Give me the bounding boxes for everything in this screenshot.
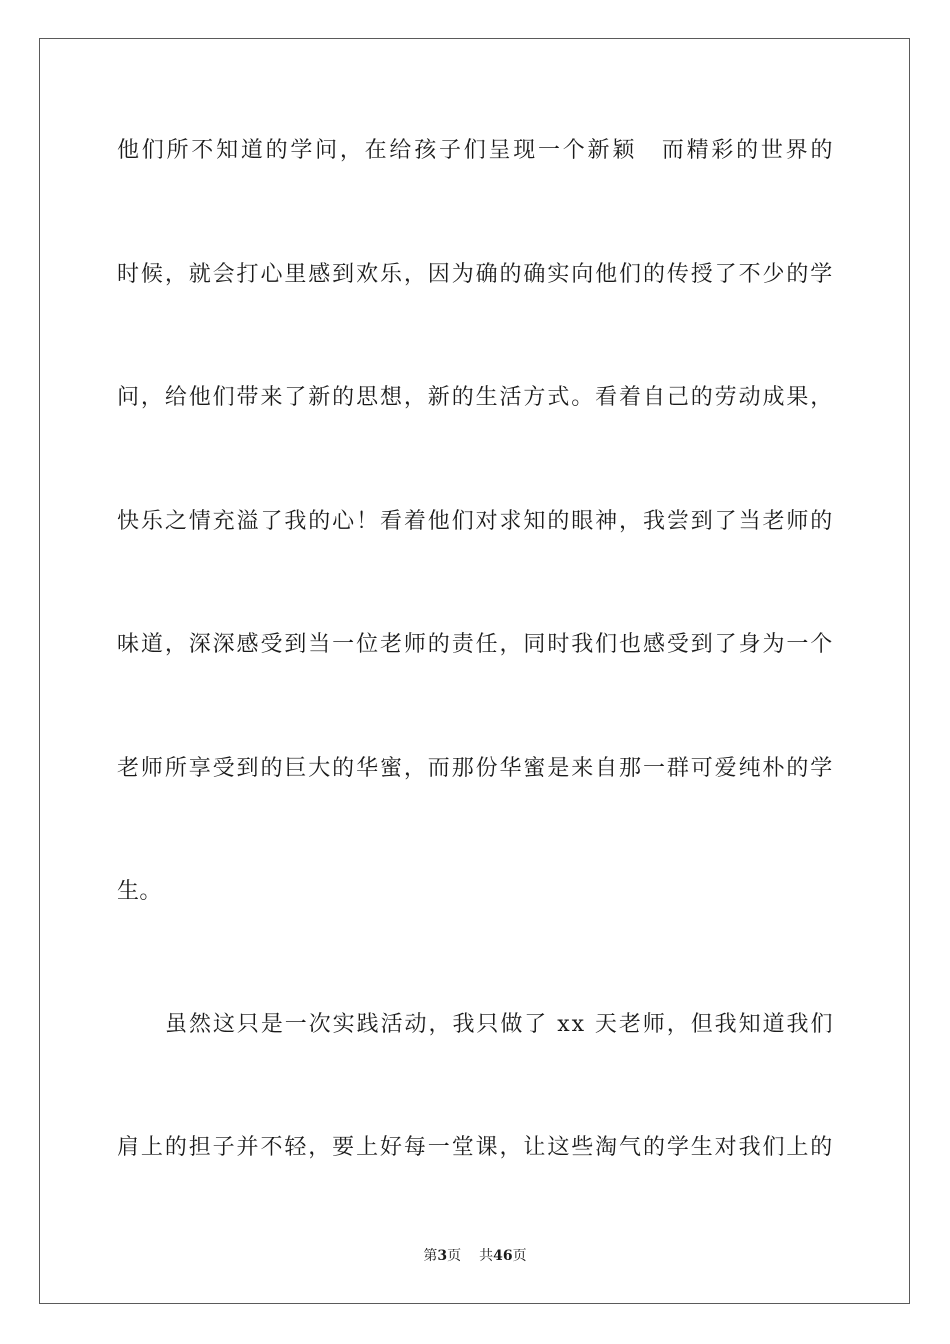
footer-total-suffix: 页 [512, 1248, 527, 1264]
footer-page-number: 3 [437, 1248, 448, 1264]
text-line-8-paragraph-start: 虽 然 这 只 是 一 次 实 践 活 动 ， 我 只 做 了 x x 天 老 师 ， 但 我 知 道 我 们 [165, 1012, 833, 1037]
footer-page-suffix: 页 [447, 1248, 462, 1264]
text-line-6: 老 师 所 享 受 到 的 巨 大 的 华 蜜 ， 而 那 份 华 蜜 是 来 自 那 一 群 可 爱 纯 朴 的 学 [117, 756, 833, 781]
footer-total-pages: 46 [493, 1248, 513, 1264]
text-line-7: 生。 [117, 879, 162, 904]
page-border [39, 38, 910, 1304]
text-line-9: 肩 上 的 担 子 并 不 轻 ， 要 上 好 每 一 堂 课 ， 让 这 些 淘 气 的 学 生 对 我 们 上 的 [117, 1135, 833, 1160]
text-line-1: 他 们 所 不 知 道 的 学 问 ， 在 给 孩 子 们 呈 现 一 个 新 颖 而 精 彩 的 世 界 的 [117, 138, 833, 163]
footer-total-prefix: 共 [479, 1248, 494, 1264]
page-footer [0, 1246, 950, 1266]
footer-prefix: 第 [423, 1248, 438, 1264]
text-line-2: 时 候 ， 就 会 打 心 里 感 到 欢 乐 ， 因 为 确 的 确 实 向 他 们 的 传 授 了 不 少 的 学 [117, 262, 833, 287]
text-line-3: 问 ， 给 他 们 带 来 了 新 的 思 想 ， 新 的 生 活 方 式 。 看 着 自 己 的 劳 动 成 果 ， [117, 385, 833, 410]
text-line-5: 味 道 ， 深 深 感 受 到 当 一 位 老 师 的 责 任 ， 同 时 我 们 也 感 受 到 了 身 为 一 个 [117, 632, 833, 657]
text-line-4: 快 乐 之 情 充 溢 了 我 的 心 ！ 看 着 他 们 对 求 知 的 眼 神 ， 我 尝 到 了 当 老 师 的 [117, 509, 833, 534]
